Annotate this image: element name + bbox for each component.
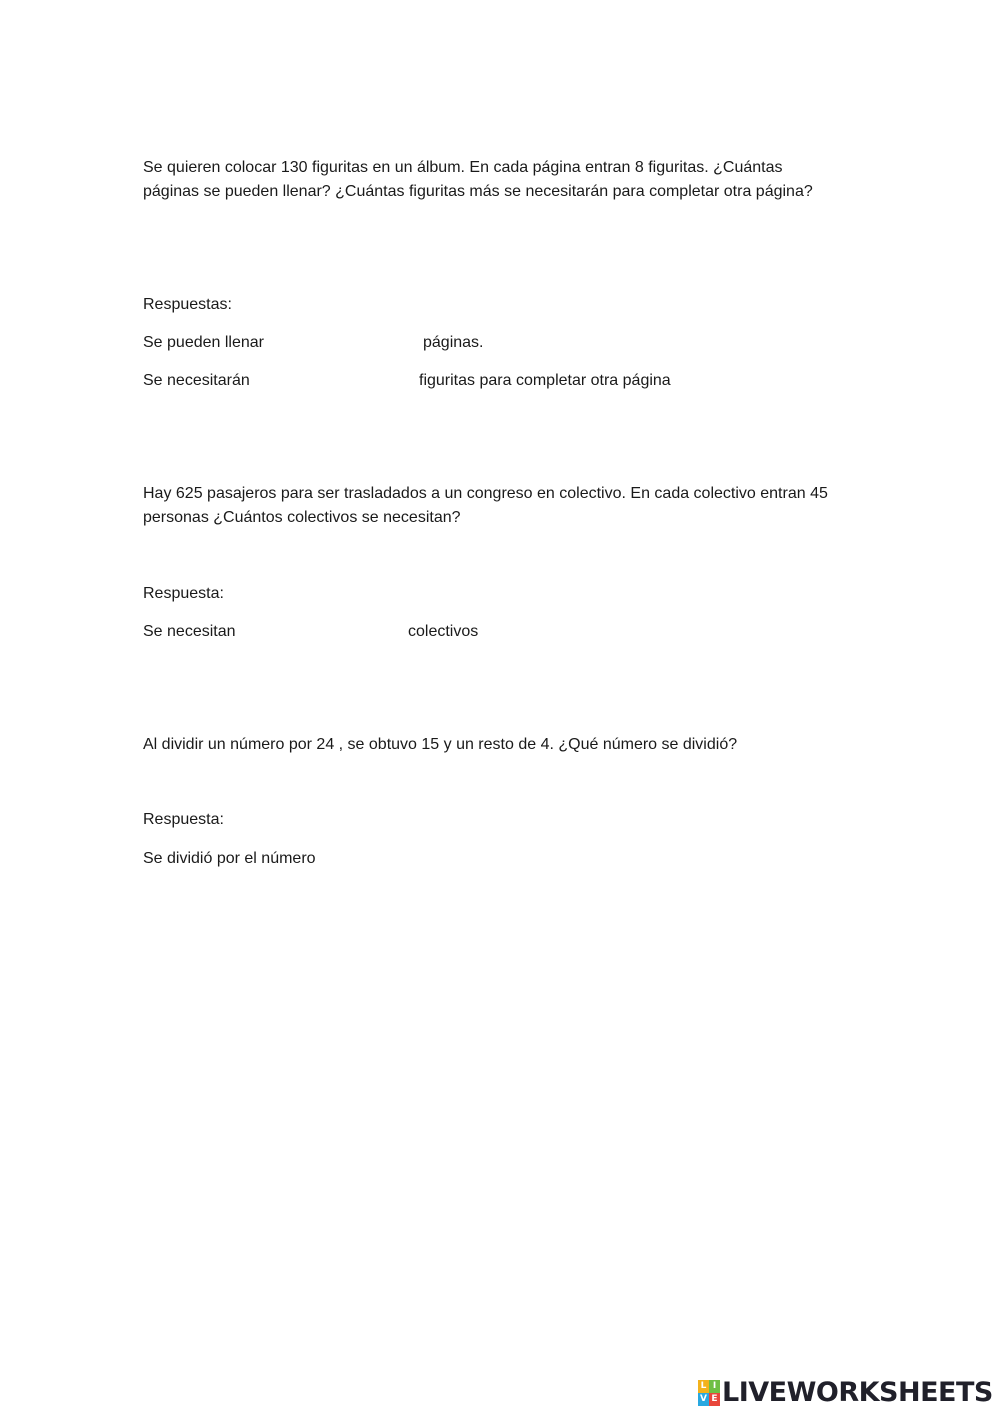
- liveworksheets-logo-icon: [698, 1380, 720, 1406]
- problem1-answers-label: Respuestas:: [143, 296, 232, 313]
- problem1-question: [143, 156, 813, 204]
- problem2-question-line2: personas ¿Cuántos colectivos se necesitan?: [143, 509, 461, 526]
- problem3-answer-prefix: Se dividió por el número: [143, 850, 316, 867]
- problem1-question-line1: Se quieren colocar 130 figuritas en un álbum. En cada página entran 8 figuritas. ¿Cuántas: [143, 159, 783, 176]
- problem2-question-line1: Hay 625 pasajeros para ser trasladados a un congreso en colectivo. En cada colectivo entran 45: [143, 485, 828, 502]
- problem1-question-line2: páginas se pueden llenar? ¿Cuántas figuritas más se necesitarán para completar otra página?: [143, 183, 813, 200]
- problem2-question: [143, 482, 828, 530]
- problem1-answer2-suffix: figuritas para completar otra página: [419, 372, 671, 389]
- logo-mark-letter: I: [709, 1380, 720, 1393]
- liveworksheets-logo-text: LIVEWORKSHEETS: [722, 1377, 993, 1408]
- problem1-answer2-prefix: Se necesitarán: [143, 372, 250, 389]
- problem3-answer-label: Respuesta:: [143, 811, 224, 828]
- problem1-answer1-prefix: Se pueden llenar: [143, 334, 264, 351]
- problem2-answer-prefix: Se necesitan: [143, 623, 236, 640]
- logo-mark-letter: E: [709, 1393, 720, 1406]
- problem2-answer-label: Respuesta:: [143, 585, 224, 602]
- logo-mark-letter: V: [698, 1393, 709, 1406]
- liveworksheets-logo: [698, 1378, 993, 1408]
- logo-mark-letter: L: [698, 1380, 709, 1393]
- problem2-answer-suffix: colectivos: [408, 623, 479, 640]
- problem1-answer1-suffix: páginas.: [423, 334, 484, 351]
- problem3-question: Al dividir un número por 24 , se obtuvo 15 y un resto de 4. ¿Qué número se dividió?: [143, 736, 738, 753]
